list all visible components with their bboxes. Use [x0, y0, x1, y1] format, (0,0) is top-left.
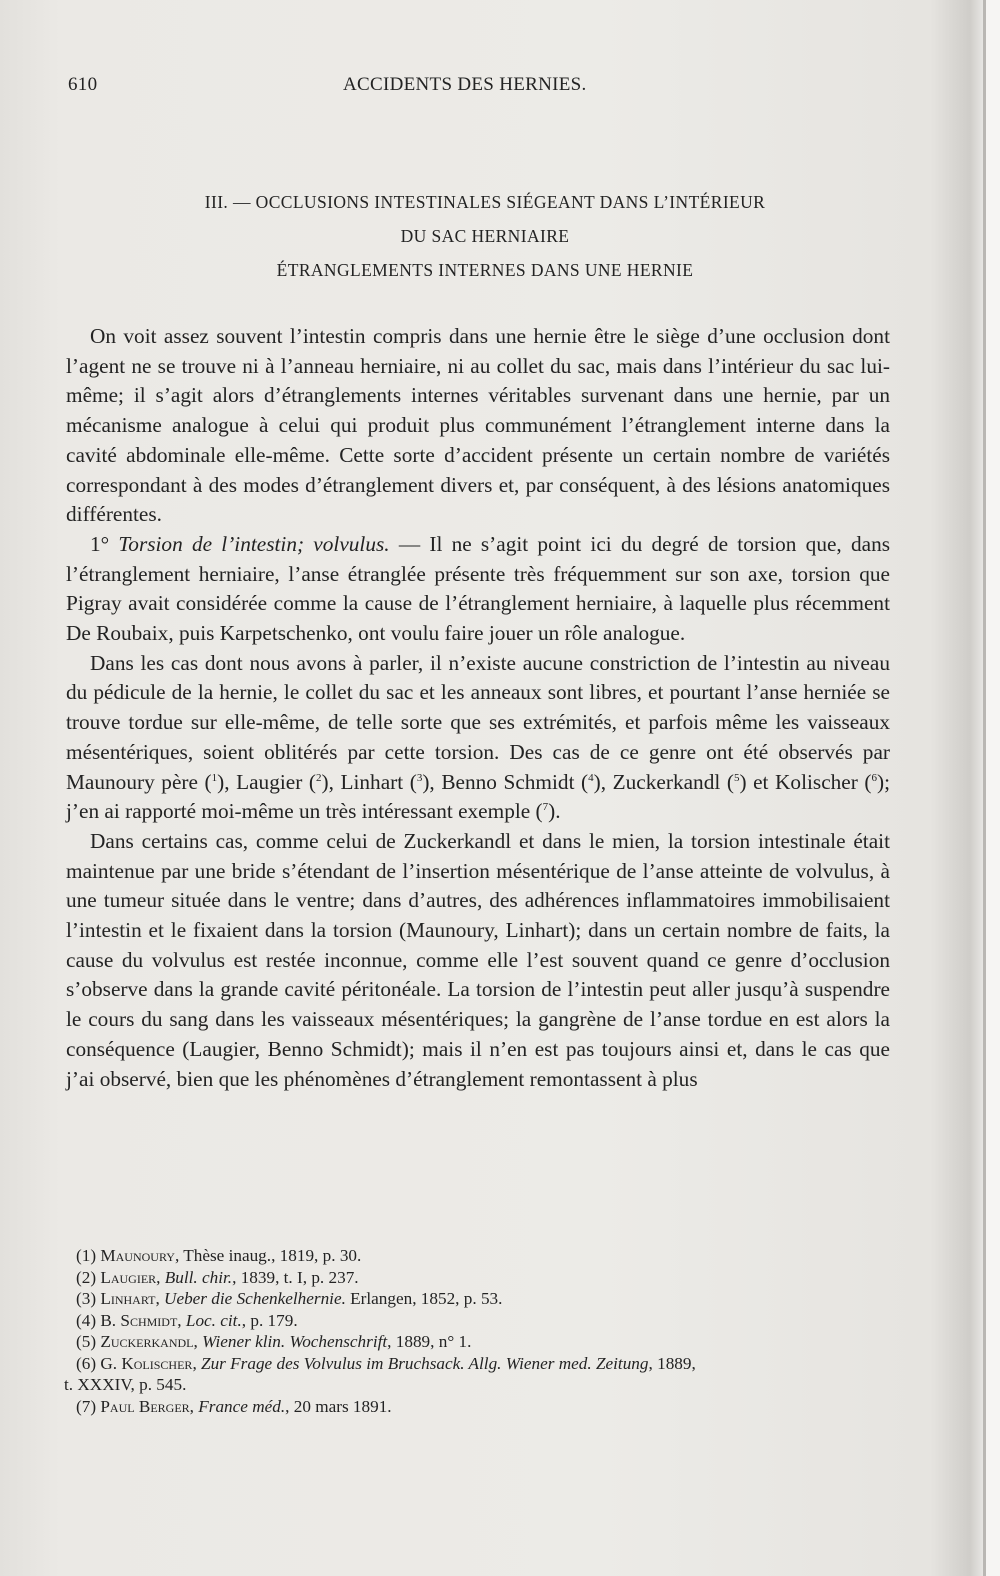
footnote-number: (3)	[76, 1289, 97, 1308]
footnote-number: (7)	[76, 1396, 97, 1416]
footnote-number: (1)	[76, 1246, 97, 1265]
footnote-work: Bull. chir.	[164, 1267, 233, 1287]
footnote-citation: , 1889, n° 1.	[387, 1332, 472, 1351]
text-run: ); j’en ai rapporté moi-même un très intéressant exemple (	[66, 769, 891, 824]
section-title-line-2: DU SAC HERNIAIRE	[400, 226, 570, 246]
body-text	[66, 322, 890, 1094]
footnote-6: (6) G. Kolischer, Zur Frage des Volvulus im Bruchsack. Allg. Wiener med. Zeitung, 1889,	[76, 1353, 696, 1373]
footnote-author: B. Schmidt	[100, 1310, 178, 1330]
page-number: 610	[68, 74, 98, 95]
footnote-5: (5) Zuckerkandl, Wiener klin. Wochenschrift, 1889, n° 1.	[76, 1332, 472, 1351]
text-run: Dans les cas dont nous avons à parler, il n’existe aucune constriction de l’intestin au niveau du pédicule de la hernie, le collet du sac et les anneaux sont libres, et pourtant l’anse herniée se trouve tordue sur elle-même, de telle sorte que ses extrémités, et parfois même les vaisseaux mésentériques, soient oblitérés par cette torsion. Des cas de ce genre ont été observés par Maunoury père (	[66, 650, 890, 794]
paragraph-torsion	[66, 530, 890, 649]
text-run: ), Laugier (	[217, 769, 316, 794]
section-title-line-1: III. — OCCLUSIONS INTESTINALES SIÉGEANT DANS L’INTÉRIEUR	[204, 192, 766, 212]
text-run: ), Benno Schmidt (	[422, 769, 589, 794]
paragraph-torsion-text: — Il ne s’agit point ici du degré de torsion que, dans l’étranglement herniaire, l’anse étranglée présente très fréquemment sur son axe, torsion que Pigray avait considérée comme la cause de l’étranglement herniaire, à laquelle plus récemment De Roubaix, puis Karpetschenko, ont voulu faire jouer un rôle analogue.	[66, 531, 891, 646]
footnote-4: (4) B. Schmidt, Loc. cit., p. 179.	[76, 1310, 298, 1330]
footnote-ref[interactable]: 1	[211, 771, 218, 784]
text-run: ), Linhart (	[321, 769, 417, 794]
footnote-number: (6)	[76, 1353, 97, 1373]
footnote-7: (7) Paul Berger, France méd., 20 mars 1891.	[76, 1396, 392, 1416]
paragraph-cases	[66, 649, 890, 827]
footnote-ref[interactable]: 4	[588, 771, 594, 784]
footnote-work: Zur Frage des Volvulus im Bruchsack. Allg. Wiener med. Zeitung	[201, 1353, 649, 1373]
footnote-citation: , Thèse inaug., 1819, p. 30.	[174, 1246, 362, 1265]
footnotes	[64, 1245, 896, 1417]
footnote-2: (2) Laugier, Bull. chir., 1839, t. I, p. 237.	[76, 1267, 359, 1287]
paragraph-mechanism: Dans certains cas, comme celui de Zuckerkandl et dans le mien, la torsion intestinale était maintenue par une bride s’étendant de l’insertion mésentérique de l’anse atteinte de volvulus, à une tumeur située dans le ventre; dans d’autres, des adhérences inflammatoires immobilisaient l’intestin et le fixaient dans la torsion (Maunoury, Linhart); dans un certain nombre de faits, la cause du volvulus est restée inconnue, comme elle l’est souvent quand ce genre d’occlusion s’observe dans la grande cavité péritonéale. La torsion de l’intestin peut aller jusqu’à suspendre le cours du sang dans les vaisseaux mésentériques; la gangrène de l’anse tordue en est alors la conséquence (Laugier, Benno Schmidt); mais il n’en est pas toujours ainsi et, dans le cas que j’ai observé, bien que les phénomènes d’étranglement remontassent à plus	[66, 828, 890, 1091]
footnote-author: Paul Berger	[100, 1396, 190, 1416]
text-run: ).	[548, 799, 561, 824]
footnote-6-continued: t. XXXIV, p. 545.	[64, 1375, 187, 1394]
text-run: ), Zuckerkandl (	[593, 769, 734, 794]
running-title: ACCIDENTS DES HERNIES.	[343, 74, 587, 95]
footnote-author: Linhart	[100, 1289, 156, 1308]
footnote-citation: , 1839, t. I, p. 237.	[232, 1267, 359, 1287]
footnote-work: France méd.	[198, 1396, 286, 1416]
footnote-work: Wiener klin. Wochenschrift	[202, 1332, 388, 1351]
footnote-ref[interactable]: 3	[416, 771, 423, 784]
footnote-number: (4)	[76, 1310, 97, 1330]
footnote-author: Maunoury	[100, 1246, 175, 1265]
footnote-author: Laugier	[100, 1267, 157, 1287]
page-header	[68, 74, 628, 104]
footnote-citation: , p. 179.	[241, 1310, 298, 1330]
text-run: ) et Kolischer (	[739, 769, 872, 794]
footnote-1	[76, 1245, 896, 1267]
footnote-number: (2)	[76, 1267, 97, 1287]
footnote-ref[interactable]: 5	[733, 771, 740, 784]
footnote-ref[interactable]: 6	[871, 771, 877, 784]
page-edge	[986, 0, 1000, 1576]
footnote-ref[interactable]: 7	[542, 801, 549, 814]
footnote-citation: , 20 mars 1891.	[285, 1396, 392, 1416]
section-subtitle: ÉTRANGLEMENTS INTERNES DANS UNE HERNIE	[276, 260, 694, 280]
item-heading: Torsion de l’intestin; volvulus.	[118, 531, 390, 556]
footnote-3: (3) Linhart, Ueber die Schenkelhernie. Erlangen, 1852, p. 53.	[76, 1289, 503, 1308]
footnote-work: Ueber die Schenkelhernie.	[164, 1289, 346, 1308]
footnote-number: (5)	[76, 1332, 97, 1351]
footnote-citation: Erlangen, 1852, p. 53.	[345, 1289, 503, 1308]
footnote-citation: , 1889,	[648, 1353, 696, 1373]
footnote-work: Loc. cit.	[185, 1310, 242, 1330]
footnote-author: Zuckerkandl	[100, 1332, 194, 1351]
footnote-author: G. Kolischer	[100, 1353, 193, 1373]
footnote-ref[interactable]: 2	[315, 771, 322, 784]
item-number: 1°	[90, 531, 110, 556]
paragraph-intro: On voit assez souvent l’intestin compris dans une hernie être le siège d’une occlusion dont l’agent ne se trouve ni à l’anneau herniaire, ni au collet du sac, mais dans l’intérieur du sac lui-même; il s’agit alors d’étranglements internes véritables survenant dans une hernie, par un mécanisme analogue à celui qui produit plus communément l’étranglement interne dans la cavité abdominale elle-même. Cette sorte d’accident présente un certain nombre de variétés correspondant à des modes d’étranglement divers et, par conséquent, à des lésions anatomiques différentes.	[66, 324, 890, 527]
